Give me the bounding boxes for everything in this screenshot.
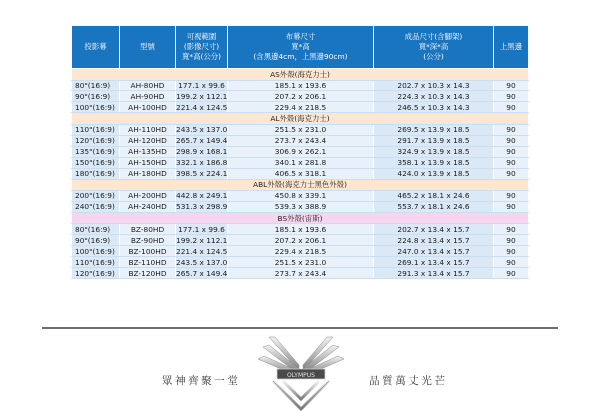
table-cell: 450.8 x 339.1 xyxy=(228,191,374,202)
table-row xyxy=(72,191,529,202)
table-cell: 90 xyxy=(494,146,529,157)
table-cell: 200"(16:9) xyxy=(72,191,120,202)
table-cell: 553.7 x 18.1 x 24.6 xyxy=(374,201,494,212)
table-cell: 221.4 x 124.5 xyxy=(176,102,228,112)
table-cell: BZ-100HD xyxy=(120,246,176,257)
table-cell: 90 xyxy=(494,80,529,91)
table-cell: AH-200HD xyxy=(120,191,176,202)
table-cell: 207.2 x 206.1 xyxy=(228,235,374,246)
table-cell: 199.2 x 112.1 xyxy=(176,91,228,101)
table-row xyxy=(72,157,529,168)
table-cell: AH-135HD xyxy=(120,146,176,157)
table-cell: 150"(16:9) xyxy=(72,157,120,168)
table-cell: 298.9 x 168.1 xyxy=(176,147,228,157)
table-cell: 110"(16:9) xyxy=(72,124,120,135)
header-screen: 投影幕 xyxy=(72,26,120,69)
table-cell: 120"(16:9) xyxy=(72,268,120,279)
section-row-al xyxy=(72,113,529,125)
table-cell: 240"(16:9) xyxy=(72,201,120,212)
section-row-bs xyxy=(72,212,529,224)
table-cell: 224.8 x 13.4 x 15.7 xyxy=(374,235,494,246)
slogan-left: 眾神齊聚一堂 xyxy=(162,375,241,387)
table-cell: 265.7 x 149.4 xyxy=(176,136,228,146)
section-row-as xyxy=(72,69,529,81)
table-cell: 229.4 x 218.5 xyxy=(228,102,374,113)
table-cell: 199.2 x 112.1 xyxy=(176,235,228,245)
table-cell: 207.2 x 206.1 xyxy=(228,91,374,102)
header-model: 型號 xyxy=(120,26,176,69)
table-cell: 90 xyxy=(494,124,529,135)
table-cell: 90 xyxy=(494,224,529,235)
winged-chevron-emblem-icon xyxy=(255,333,347,413)
table-cell: 265.7 x 149.4 xyxy=(176,268,228,278)
table-cell: 90 xyxy=(494,268,529,279)
table-cell: 180"(16:9) xyxy=(72,168,120,179)
table-cell: 332.1 x 186.8 xyxy=(176,158,228,168)
table-cell: 358.1 x 13.9 x 18.5 xyxy=(374,157,494,168)
section-title: AL外殼(海克力士) xyxy=(72,113,529,125)
table-row xyxy=(72,91,529,102)
table-cell: 273.7 x 243.4 xyxy=(228,268,374,279)
table-cell: 269.5 x 13.9 x 18.5 xyxy=(374,124,494,135)
table-row xyxy=(72,224,529,235)
section-title: AS外殼(海克力士) xyxy=(72,69,529,81)
header-visible-area: 可視範圍 (影像尺寸) 寬*高(公分) xyxy=(176,26,228,69)
table-cell: 442.8 x 249.1 xyxy=(176,191,228,201)
table-cell: 90 xyxy=(494,157,529,168)
table-cell: 90 xyxy=(494,135,529,146)
table-cell: 90 xyxy=(494,257,529,268)
table-cell: 120"(16:9) xyxy=(72,135,120,146)
table-row xyxy=(72,124,529,135)
table-cell: 202.7 x 13.4 x 15.7 xyxy=(374,224,494,235)
table-cell: 243.5 x 137.0 xyxy=(176,257,228,267)
table-cell: 135"(16:9) xyxy=(72,146,120,157)
table-header-row xyxy=(72,26,529,69)
table-cell: 306.9 x 262.1 xyxy=(228,146,374,157)
table-body xyxy=(72,69,529,279)
table-row xyxy=(72,168,529,179)
section-row-abl xyxy=(72,179,529,191)
table-cell: 100"(16:9) xyxy=(72,246,120,257)
header-top-black: 上黑邊 xyxy=(494,26,529,69)
table-row xyxy=(72,80,529,91)
table-row xyxy=(72,201,529,212)
table-cell: 324.9 x 13.9 x 18.5 xyxy=(374,146,494,157)
table-cell: 90 xyxy=(494,102,529,113)
table-cell: 398.5 x 224.1 xyxy=(176,169,228,179)
table-cell: 90"(16:9) xyxy=(72,235,120,246)
table-cell: 177.1 x 99.6 xyxy=(176,224,228,235)
table-cell: 80"(16:9) xyxy=(72,80,120,91)
table-cell: AH-100HD xyxy=(120,102,176,113)
table-cell: 90 xyxy=(494,235,529,246)
header-product-size: 成品尺寸(含腳架) 寬*深*高 (公分) xyxy=(374,26,494,69)
spec-table xyxy=(71,25,529,279)
table-cell: AH-80HD xyxy=(120,80,176,91)
table-cell: 269.1 x 13.4 x 15.7 xyxy=(374,257,494,268)
table-row xyxy=(72,102,529,113)
table-cell: 465.2 x 18.1 x 24.6 xyxy=(374,191,494,202)
table-cell: BZ-120HD xyxy=(120,268,176,279)
table-cell: 229.4 x 218.5 xyxy=(228,246,374,257)
table-cell: 90 xyxy=(494,191,529,202)
table-row xyxy=(72,268,529,279)
table-cell: 90 xyxy=(494,91,529,102)
table-cell: 531.3 x 298.9 xyxy=(176,202,228,212)
table-cell: 251.5 x 231.0 xyxy=(228,124,374,135)
table-cell: 177.1 x 99.6 xyxy=(176,80,228,91)
table-cell: 185.1 x 193.6 xyxy=(228,224,374,235)
footer-divider xyxy=(42,327,558,329)
table-cell: 80"(16:9) xyxy=(72,224,120,235)
table-cell: 424.0 x 13.9 x 18.5 xyxy=(374,168,494,179)
table-cell: 90 xyxy=(494,168,529,179)
table-cell: AH-120HD xyxy=(120,135,176,146)
table-cell: AH-110HD xyxy=(120,124,176,135)
table-cell: 406.5 x 318.1 xyxy=(228,168,374,179)
table-cell: 243.5 x 137.0 xyxy=(176,125,228,135)
table-cell: AH-180HD xyxy=(120,168,176,179)
table-cell: BZ-90HD xyxy=(120,235,176,246)
table-cell: AH-90HD xyxy=(120,91,176,102)
table-row xyxy=(72,135,529,146)
table-cell: 90"(16:9) xyxy=(72,91,120,102)
table-cell: 110"(16:9) xyxy=(72,257,120,268)
table-row xyxy=(72,257,529,268)
header-screen-size: 布幕尺寸 寬*高 (含黑邊4cm，上黑邊90cm) xyxy=(228,26,374,69)
slogan-right: 品質萬丈光芒 xyxy=(369,375,448,387)
table-row xyxy=(72,146,529,157)
table-cell: 90 xyxy=(494,246,529,257)
table-cell: 340.1 x 281.8 xyxy=(228,157,374,168)
table-cell: 251.5 x 231.0 xyxy=(228,257,374,268)
logo-text: OLYMPUS xyxy=(287,372,315,379)
table-cell: 539.3 x 388.9 xyxy=(228,201,374,212)
table-row xyxy=(72,235,529,246)
table-cell: 90 xyxy=(494,201,529,212)
table-cell: 100"(16:9) xyxy=(72,102,120,113)
table-cell: 291.3 x 13.4 x 15.7 xyxy=(374,268,494,279)
spec-table-container xyxy=(71,25,528,279)
table-cell: BZ-110HD xyxy=(120,257,176,268)
table-cell: 291.7 x 13.9 x 18.5 xyxy=(374,135,494,146)
table-cell: 185.1 x 193.6 xyxy=(228,80,374,91)
table-cell: 224.3 x 10.3 x 14.3 xyxy=(374,91,494,102)
table-row xyxy=(72,246,529,257)
table-cell: 221.4 x 124.5 xyxy=(176,246,228,256)
table-cell: AH-150HD xyxy=(120,157,176,168)
table-cell: 273.7 x 243.4 xyxy=(228,135,374,146)
table-cell: BZ-80HD xyxy=(120,224,176,235)
table-cell: 247.0 x 13.4 x 15.7 xyxy=(374,246,494,257)
table-cell: 246.5 x 10.3 x 14.3 xyxy=(374,102,494,113)
table-cell: 202.7 x 10.3 x 14.3 xyxy=(374,80,494,91)
section-title: ABL外殼(海克力士黑色外殼) xyxy=(72,179,529,191)
table-cell: AH-240HD xyxy=(120,201,176,212)
section-title: BS外殼(宙斯) xyxy=(72,212,529,224)
